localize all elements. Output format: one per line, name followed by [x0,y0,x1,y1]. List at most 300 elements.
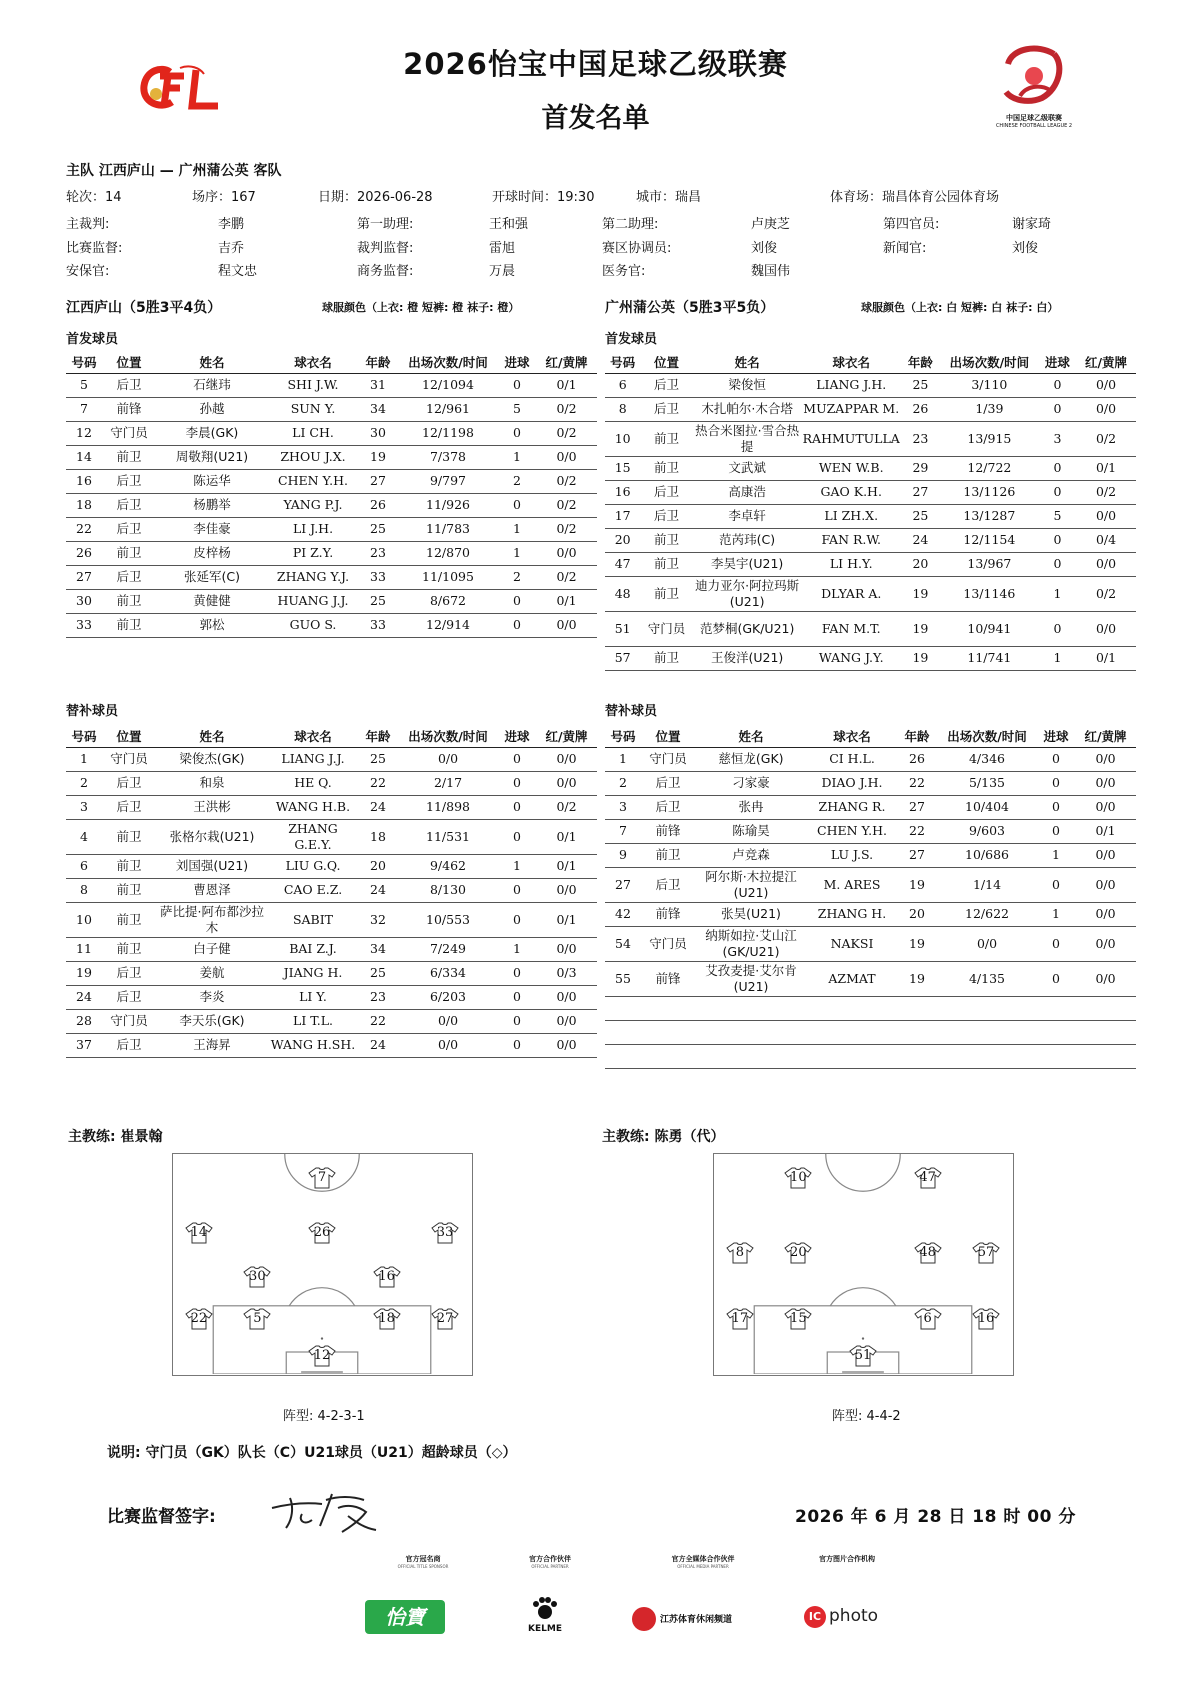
page-subtitle: 首发名单 [541,103,650,134]
official-label: 商务监督: [357,264,414,279]
away-starters-table [605,351,1136,671]
player-row [605,795,1136,819]
column-header-cards: 红/黄牌 [1076,351,1136,373]
cell-appearances: 0/0 [937,926,1037,961]
cell-shirt-name: NAKSI [807,926,897,961]
cell-goals: 1 [1037,843,1075,867]
cell-appearances: 12/1094 [398,373,498,397]
cell-position: 守门员 [102,421,156,445]
cell-cards: 0/2 [536,421,597,445]
cell-appearances: 11/898 [398,795,498,819]
cell-number: 14 [66,445,102,469]
page-title: 2026怡宝中国足球乙级联赛 [403,47,788,81]
cell-age: 27 [897,795,937,819]
legend-note: 说明: 守门员（GK）队长（C）U21球员（U21）超龄球员（◇） [107,1445,517,1461]
empty-cell [937,1020,1037,1044]
official-value: 谢家琦 [1012,217,1052,232]
player-shirt-icon [784,1242,812,1264]
player-row [66,589,597,613]
cell-number: 30 [66,589,102,613]
player-row [605,926,1136,961]
cell-name: 石继玮 [156,373,268,397]
cell-shirt-name: SABIT [268,902,358,937]
match-no: 场序：167 [192,190,256,205]
cell-number: 8 [605,397,640,421]
cell-goals: 2 [498,469,536,493]
shirt-number: 22 [190,1311,208,1326]
shirt-number: 16 [378,1269,395,1285]
cell-name: 郭松 [156,613,268,637]
empty-cell [1037,1044,1075,1068]
player-row [605,747,1136,771]
league-logo [985,44,1083,134]
cell-appearances: 11/1095 [398,565,498,589]
cell-name: 文武斌 [693,456,802,480]
player-row [66,421,597,445]
cell-appearances: 8/672 [398,589,498,613]
cell-cards: 0/1 [536,854,597,878]
shirt-number: 51 [854,1348,872,1364]
cell-position: 前锋 [641,902,695,926]
cell-cards: 0/0 [536,541,597,565]
cell-shirt-name: ZHANG H. [807,902,897,926]
ic-photo-icon: IC [804,1606,826,1628]
jiangsu-sports-icon [632,1607,656,1631]
cell-appearances: 1/39 [940,397,1039,421]
cell-number: 1 [66,747,102,771]
player-shirt-icon [308,1167,336,1189]
empty-cell [897,996,937,1020]
shirt-number: 10 [790,1170,807,1186]
cell-age: 23 [358,541,398,565]
cell-number: 55 [605,961,641,996]
cell-position: 守门员 [102,1009,156,1033]
player-shirt-icon [185,1222,213,1244]
cell-shirt-name: WANG H.B. [268,795,358,819]
player-shirt-icon [431,1222,459,1244]
cell-name: 梁俊恒 [693,373,802,397]
cell-shirt-name: LI ZH.X. [802,504,901,528]
cell-cards: 0/2 [536,469,597,493]
official-label: 第一助理: [357,217,414,232]
cell-age: 25 [901,504,940,528]
away-coach: 主教练: 陈勇（代） [602,1129,725,1145]
cell-shirt-name: CHEN Y.H. [807,819,897,843]
pitch-lines [714,1154,1012,1374]
cell-age: 25 [358,747,398,771]
cell-number: 12 [66,421,102,445]
player-shirt-icon [726,1308,754,1330]
player-shirt-icon [243,1308,271,1330]
cell-appearances: 11/926 [398,493,498,517]
player-row [605,961,1136,996]
cell-shirt-name: ZHOU J.X. [268,445,358,469]
cell-age: 26 [358,493,398,517]
cell-position: 前锋 [641,961,695,996]
cell-cards: 0/1 [1076,456,1136,480]
home-formation-pitch [172,1153,473,1376]
cell-goals: 0 [498,795,536,819]
cell-position: 后卫 [640,480,692,504]
player-row [605,373,1136,397]
cell-number: 5 [66,373,102,397]
player-row [66,902,597,937]
cell-name: 纳斯如拉·艾山江(GK/U21) [695,926,807,961]
empty-cell [1037,1020,1075,1044]
cell-age: 33 [358,613,398,637]
player-shirt-icon [784,1308,812,1330]
teams-line: 主队 江西庐山 — 广州蒲公英 客队 [66,163,282,179]
official-value: 程文忠 [218,264,258,279]
cell-cards: 0/0 [1075,867,1136,902]
cell-number: 37 [66,1033,102,1057]
cell-age: 29 [901,456,940,480]
shirt-number: 33 [436,1225,454,1241]
cell-position: 后卫 [102,1033,156,1057]
cell-name: 李佳豪 [156,517,268,541]
player-shirt-icon [373,1308,401,1330]
cell-age: 25 [358,517,398,541]
cell-cards: 0/0 [1076,373,1136,397]
cell-appearances: 1/14 [937,867,1037,902]
cell-number: 7 [605,819,641,843]
ic-photo-logo: photo [829,1606,879,1626]
cell-shirt-name: LIANG J.H. [802,373,901,397]
cell-shirt-name: PI Z.Y. [268,541,358,565]
cell-age: 19 [897,867,937,902]
player-row [605,771,1136,795]
official-value: 王和强 [489,217,529,232]
cell-cards: 0/1 [1076,646,1136,670]
empty-cell [605,996,641,1020]
cell-shirt-name: WANG J.Y. [802,646,901,670]
empty-cell [1075,1044,1136,1068]
cell-name: 曹恩泽 [156,878,268,902]
player-row [605,528,1136,552]
cell-cards: 0/1 [536,819,597,854]
penalty-arc [289,1288,355,1306]
cell-position: 后卫 [102,985,156,1009]
player-shirt-icon [849,1345,877,1367]
cell-name: 李炎 [156,985,268,1009]
cell-goals: 1 [498,517,536,541]
cell-age: 26 [901,397,940,421]
cell-cards: 0/0 [536,747,597,771]
cell-appearances: 6/203 [398,985,498,1009]
cell-age: 23 [901,421,940,456]
cell-goals: 0 [1037,819,1075,843]
column-header-number: 号码 [605,725,641,747]
cell-goals: 0 [498,373,536,397]
cell-age: 22 [358,1009,398,1033]
cell-age: 27 [897,843,937,867]
cell-number: 51 [605,611,640,646]
cell-age: 25 [358,961,398,985]
cell-shirt-name: SHI J.W. [268,373,358,397]
shirt-number: 26 [313,1225,331,1241]
cell-shirt-name: LI J.H. [268,517,358,541]
shirt-number: 6 [923,1311,932,1326]
cell-name: 热合米图拉·雪合热提 [693,421,802,456]
cell-appearances: 0/0 [398,747,498,771]
player-row [66,565,597,589]
cell-number: 10 [605,421,640,456]
cell-name: 张格尔栽(U21) [156,819,268,854]
cell-goals: 0 [1039,397,1076,421]
cell-shirt-name: WANG H.SH. [268,1033,358,1057]
cell-cards: 0/0 [536,613,597,637]
cell-cards: 0/0 [1076,611,1136,646]
cell-age: 20 [358,854,398,878]
cell-cards: 0/1 [536,589,597,613]
cell-shirt-name: LIANG J.J. [268,747,358,771]
empty-cell [605,1044,641,1068]
cell-goals: 0 [1037,961,1075,996]
cell-shirt-name: JIANG H. [268,961,358,985]
center-circle [826,1154,901,1191]
cell-number: 17 [605,504,640,528]
cell-number: 19 [66,961,102,985]
cell-shirt-name: ZHANG Y.J. [268,565,358,589]
official-value: 吉乔 [218,241,245,256]
cell-goals: 0 [1039,373,1076,397]
cell-cards: 0/0 [536,985,597,1009]
sponsor-title: 官方合作伙伴 OFFICIAL PARTNER [529,1555,571,1569]
cell-age: 19 [901,576,940,611]
cell-name: 卢竞森 [695,843,807,867]
column-header-name: 姓名 [695,725,807,747]
cell-cards: 0/0 [536,1009,597,1033]
cell-number: 1 [605,747,641,771]
cell-shirt-name: LI Y. [268,985,358,1009]
table-header [66,725,597,747]
cell-age: 26 [897,747,937,771]
player-row [66,878,597,902]
cell-number: 6 [66,854,102,878]
cell-goals: 1 [498,937,536,961]
cell-age: 19 [901,646,940,670]
cell-name: 王俊洋(U21) [693,646,802,670]
shirt-number: 48 [919,1245,936,1260]
cell-shirt-name: MUZAPPAR M. [802,397,901,421]
player-row [605,646,1136,670]
cell-name: 陈瑜昊 [695,819,807,843]
sign-datetime: 2026 年 6 月 28 日 18 时 00 分 [795,1507,1076,1527]
cell-position: 前卫 [102,878,156,902]
cell-name: 和泉 [156,771,268,795]
cell-goals: 5 [498,397,536,421]
cell-goals: 1 [498,445,536,469]
home-team-name: 江西庐山（5胜3平4负） [66,300,222,316]
cell-number: 2 [66,771,102,795]
cell-goals: 0 [498,421,536,445]
cell-position: 守门员 [641,926,695,961]
player-row [66,517,597,541]
player-shirt-icon [914,1242,942,1264]
cell-age: 20 [901,552,940,576]
cell-name: 王洪彬 [156,795,268,819]
empty-cell [695,1020,807,1044]
cell-appearances: 5/135 [937,771,1037,795]
column-header-number: 号码 [66,725,102,747]
cell-goals: 0 [498,902,536,937]
cell-shirt-name: LU J.S. [807,843,897,867]
away-subs-table [605,725,1136,1069]
penalty-spot [321,1337,323,1339]
column-header-appearances: 出场次数/时间 [940,351,1039,373]
table-header [605,725,1136,747]
cell-appearances: 13/1126 [940,480,1039,504]
player-row [605,552,1136,576]
official-label: 比赛监督: [66,241,123,256]
cell-appearances: 12/961 [398,397,498,421]
official-label: 赛区协调员: [602,241,672,256]
cell-shirt-name: CI H.L. [807,747,897,771]
column-header-number: 号码 [605,351,640,373]
cell-position: 后卫 [641,771,695,795]
cell-name: 杨鹏举 [156,493,268,517]
home-kit-colors: 球服颜色（上衣: 橙 短裤: 橙 袜子: 橙） [322,301,520,314]
cell-age: 20 [897,902,937,926]
away-formation: 阵型: 4-4-2 [832,1409,901,1424]
cell-shirt-name: LI CH. [268,421,358,445]
cell-appearances: 0/0 [398,1033,498,1057]
cell-position: 前卫 [641,843,695,867]
cell-number: 33 [66,613,102,637]
cell-position: 前卫 [102,589,156,613]
official-value: 刘俊 [1012,241,1039,256]
cell-position: 后卫 [640,504,692,528]
cell-goals: 0 [1037,771,1075,795]
cell-number: 16 [66,469,102,493]
kelme-logo [520,1596,570,1634]
cell-appearances: 7/249 [398,937,498,961]
stadium: 体育场：瑞昌体育公园体育场 [830,190,1000,205]
penalty-spot [862,1337,864,1339]
shirt-number: 30 [249,1269,266,1285]
away-team-name: 广州蒲公英（5胜3平5负） [605,300,775,316]
cell-name: 孙越 [156,397,268,421]
cell-position: 后卫 [102,961,156,985]
cell-goals: 0 [1039,456,1076,480]
cell-shirt-name: ZHANG R. [807,795,897,819]
cell-name: 高康浩 [693,480,802,504]
player-row [66,795,597,819]
cell-number: 3 [605,795,641,819]
sponsor-title: 官方图片合作机构 [819,1555,875,1563]
column-header-name: 姓名 [156,351,268,373]
cell-number: 27 [66,565,102,589]
cell-appearances: 10/404 [937,795,1037,819]
official-value: 刘俊 [751,241,778,256]
column-header-age: 年龄 [901,351,940,373]
player-row [66,493,597,517]
cell-cards: 0/1 [1075,819,1136,843]
cell-cards: 0/0 [536,937,597,961]
shirt-number: 12 [313,1348,331,1364]
cell-number: 18 [66,493,102,517]
empty-row [605,1044,1136,1068]
cell-position: 后卫 [640,373,692,397]
player-row [66,819,597,854]
cell-cards: 0/2 [536,795,597,819]
cell-appearances: 8/130 [398,878,498,902]
cell-shirt-name: ZHANG G.E.Y. [268,819,358,854]
cell-number: 16 [605,480,640,504]
cell-goals: 0 [498,589,536,613]
home-subs-label: 替补球员 [66,704,119,719]
player-shirt-icon [914,1308,942,1330]
player-shirt-icon [726,1242,754,1264]
cell-cards: 0/0 [536,771,597,795]
cell-cards: 0/0 [536,878,597,902]
empty-cell [605,1020,641,1044]
cell-cards: 0/2 [1076,576,1136,611]
sponsor-title: 官方冠名商 OFFICIAL TITLE SPONSOR [397,1555,449,1569]
cell-shirt-name: CAO E.Z. [268,878,358,902]
cell-shirt-name: FAN R.W. [802,528,901,552]
cell-cards: 0/0 [536,1033,597,1057]
cell-number: 8 [66,878,102,902]
away-subs-label: 替补球员 [605,704,658,719]
away-formation-pitch [713,1153,1014,1376]
cell-appearances: 12/870 [398,541,498,565]
cell-shirt-name: LIU G.Q. [268,854,358,878]
cell-position: 前卫 [102,541,156,565]
official-value: 李鹏 [218,217,245,232]
column-header-name: 姓名 [156,725,268,747]
column-header-position: 位置 [102,725,156,747]
cell-position: 后卫 [102,373,156,397]
column-header-goals: 进球 [1037,725,1075,747]
goal [301,1371,343,1374]
cell-position: 前卫 [640,421,692,456]
player-row [66,747,597,771]
cell-number: 11 [66,937,102,961]
column-header-goals: 进球 [1039,351,1076,373]
cell-goals: 0 [498,493,536,517]
cell-position: 后卫 [102,795,156,819]
cell-age: 19 [897,926,937,961]
cell-goals: 0 [498,747,536,771]
cell-shirt-name: LI T.L. [268,1009,358,1033]
empty-cell [807,1020,897,1044]
empty-cell [641,1020,695,1044]
cell-number: 47 [605,552,640,576]
player-shirt-icon [784,1167,812,1189]
empty-cell [937,996,1037,1020]
shirt-number: 47 [919,1170,936,1186]
shirt-number: 16 [977,1311,995,1326]
table-header [66,351,597,373]
column-header-shirt-name: 球衣名 [268,351,358,373]
penalty-arc [830,1288,896,1306]
cell-cards: 0/3 [536,961,597,985]
player-row [605,867,1136,902]
cell-position: 前卫 [102,445,156,469]
cell-cards: 0/0 [1076,552,1136,576]
cell-name: 阿尔斯·木拉提江(U21) [695,867,807,902]
cell-goals: 0 [498,878,536,902]
cell-cards: 0/1 [536,902,597,937]
cell-position: 前卫 [102,613,156,637]
cell-cards: 0/2 [536,397,597,421]
player-shirt-icon [308,1222,336,1244]
cell-age: 24 [358,795,398,819]
column-header-appearances: 出场次数/时间 [398,725,498,747]
cell-name: 李天乐(GK) [156,1009,268,1033]
shirt-number: 14 [190,1225,208,1241]
